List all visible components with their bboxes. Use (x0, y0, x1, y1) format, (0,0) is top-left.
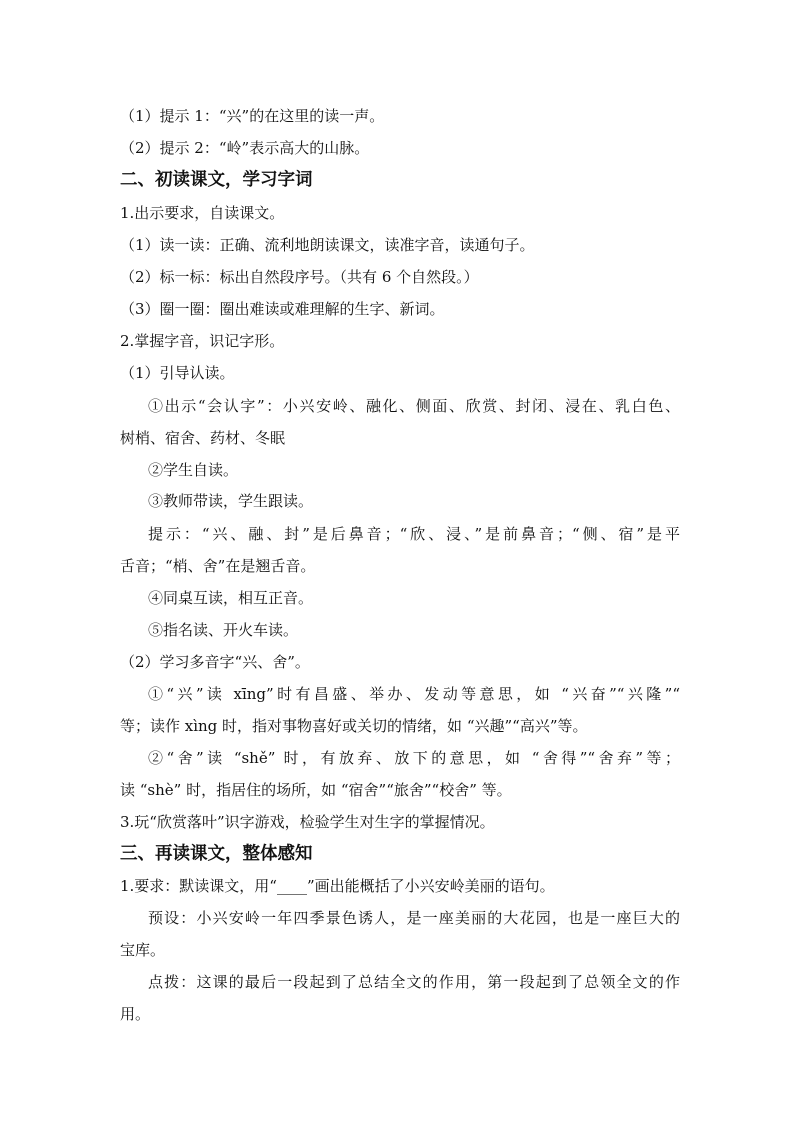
guidance-line-2: 用。 (120, 1005, 151, 1023)
pronunciation-hint-line-2: 舌音；“梢、舍”在是翘舌音。 (120, 557, 316, 575)
she-polyphone-line-1: ②“舍”读 “shě” 时，有放弃、放下的意思，如 “舍得”“舍弃”等； (148, 749, 680, 767)
self-read-line: ②学生自读。 (148, 461, 239, 479)
step-1-item-3: （3）圈一圈：圈出难读或难理解的生字、新词。 (120, 300, 445, 318)
pronunciation-hint-line-1: 提示：“兴、融、封”是后鼻音；“欣、浸、”是前鼻音；“侧、宿”是平 (148, 525, 680, 543)
hint-line-2: （2）提示 2：“岭”表示高大的山脉。 (120, 139, 370, 157)
step-2-title: 2.掌握字音，识记字形。 (120, 332, 285, 350)
section-heading-3: 三、再读课文，整体感知 (120, 844, 313, 864)
step-3-line: 3.玩“欣赏落叶”识字游戏，检验学生对生字的掌握情况。 (120, 813, 495, 831)
preset-line-2: 宝库。 (120, 941, 166, 959)
recognize-words-line-1: ①出示“会认字”：小兴安岭、融化、侧面、欣赏、封闭、浸在、乳白色、 (148, 397, 680, 415)
named-read-line: ⑤指名读、开火车读。 (148, 621, 299, 639)
step-2-sub-2: （2）学习多音字“兴、舍”。 (120, 653, 310, 671)
step-1-title: 1.出示要求，自读课文。 (120, 204, 285, 222)
xing-polyphone-line-1: ①“兴”读 xīng”时有昌盛、举办、发动等意思，如 “兴奋”“兴隆”“ (148, 685, 680, 703)
step-1-item-1: （1）读一读：正确、流利地朗读课文，读准字音，读通句子。 (120, 236, 535, 254)
requirement-line: 1.要求：默读课文，用“____”画出能概括了小兴安岭美丽的语句。 (120, 877, 555, 895)
section-heading-2: 二、初读课文，学习字词 (120, 170, 313, 190)
xing-polyphone-line-2: 等；读作 xìng 时，指对事物喜好或关切的情绪，如 “兴趣”“高兴”等。 (120, 717, 588, 735)
recognize-words-line-2: 树梢、宿舍、药材、冬眠 (120, 429, 286, 447)
step-2-sub-1: （1）引导认读。 (120, 364, 235, 382)
teacher-read-line: ③教师带读，学生跟读。 (148, 492, 314, 510)
preset-line-1: 预设：小兴安岭一年四季景色诱人，是一座美丽的大花园，也是一座巨大的 (148, 909, 680, 927)
she-polyphone-line-2: 读 “shè” 时，指居住的场所，如 “宿舍”“旅舍”“校舍” 等。 (120, 781, 512, 799)
step-1-item-2: （2）标一标：标出自然段序号。（共有 6 个自然段。） (120, 268, 479, 286)
hint-line-1: （1）提示 1：“兴”的在这里的读一声。 (120, 107, 385, 125)
peer-read-line: ④同桌互读，相互正音。 (148, 589, 314, 607)
guidance-line-1: 点拨：这课的最后一段起到了总结全文的作用，第一段起到了总领全文的作 (148, 973, 680, 991)
